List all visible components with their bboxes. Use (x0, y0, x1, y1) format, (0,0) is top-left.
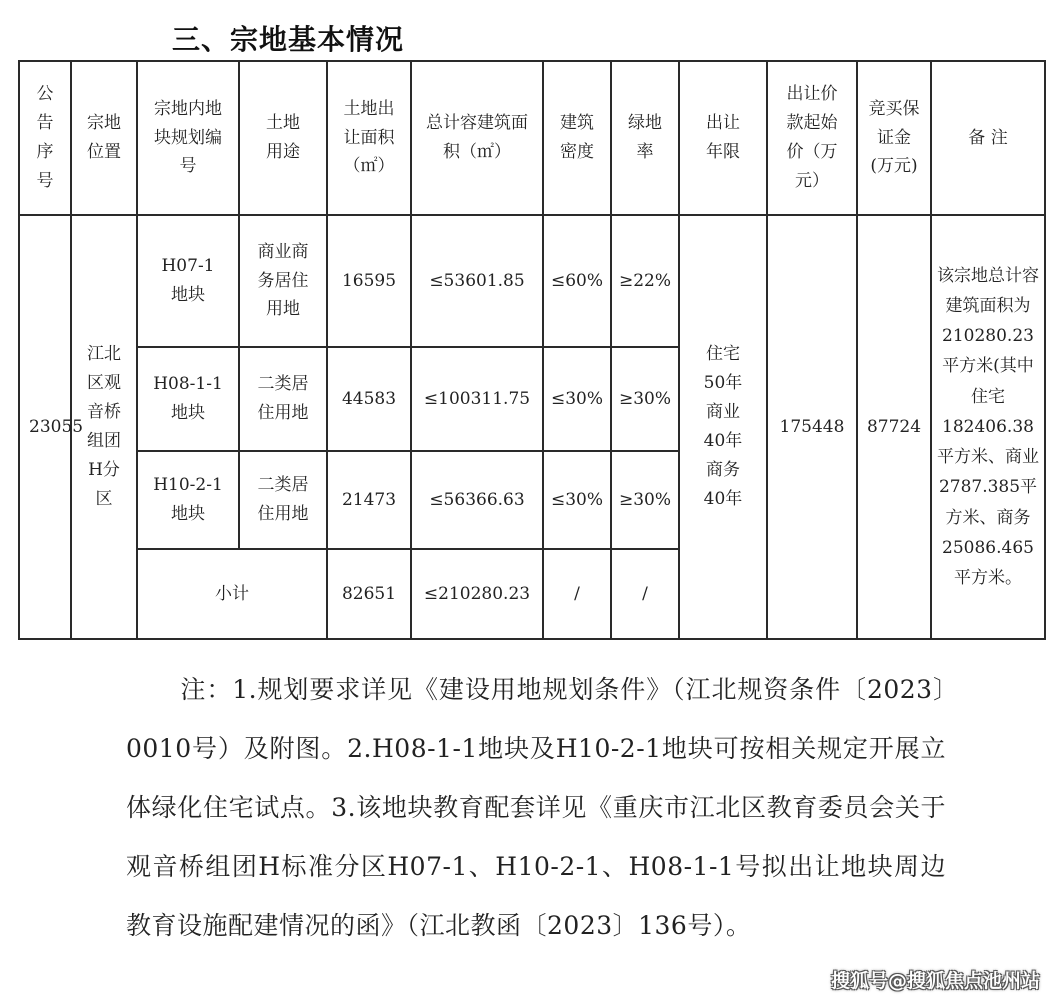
cell-floor-area: ≤56366.63 (411, 451, 543, 549)
cell-parcel-code: H07-1地块 (137, 215, 239, 347)
cell-location: 江北区观音桥组团H分区 (71, 215, 137, 639)
note-text: 注：1.规划要求详见《建设用地规划条件》（江北规资条件〔2023〕0010号）及附图。2.H08-1-1地块及H10-2-1地块可按相关规定开展立体绿化住宅试点。3.该地块教育配套详见《重庆市江北区教育委员会关于观音桥组团H标准分区H07-1、H10-2-1、H08-1-1号拟出让地块周边教育设施配建情况的函》（江北教函〔2023〕136号）。 (126, 675, 946, 940)
cell-land-use: 二类居住用地 (239, 347, 327, 451)
cell-notice-no: 23055 (19, 215, 71, 639)
note-paragraph (126, 660, 946, 955)
header-remark: 备 注 (931, 61, 1045, 215)
header-parcel-code: 宗地内地块规划编号 (137, 61, 239, 215)
header-start-price: 出让价款起始价（万元） (767, 61, 857, 215)
cell-green-rate: ≥22% (611, 215, 679, 347)
land-parcel-table (18, 60, 1046, 640)
cell-green-rate: ≥30% (611, 347, 679, 451)
cell-parcel-code: H08-1-1地块 (137, 347, 239, 451)
cell-subtotal-area: 82651 (327, 549, 411, 639)
cell-subtotal-floor-area: ≤210280.23 (411, 549, 543, 639)
cell-term: 住宅50年商业40年商务40年 (679, 215, 767, 639)
header-deposit: 竞买保证金(万元) (857, 61, 931, 215)
cell-density: ≤30% (543, 347, 611, 451)
cell-floor-area: ≤53601.85 (411, 215, 543, 347)
cell-floor-area: ≤100311.75 (411, 347, 543, 451)
header-density: 建筑密度 (543, 61, 611, 215)
cell-area: 44583 (327, 347, 411, 451)
section-title: 三、宗地基本情况 (172, 23, 405, 56)
cell-subtotal-label: 小计 (137, 549, 327, 639)
cell-deposit: 87724 (857, 215, 931, 639)
header-location: 宗地位置 (71, 61, 137, 215)
cell-density: ≤60% (543, 215, 611, 347)
header-area: 土地出让面积（㎡） (327, 61, 411, 215)
cell-area: 16595 (327, 215, 411, 347)
cell-land-use: 二类居住用地 (239, 451, 327, 549)
header-term: 出让年限 (679, 61, 767, 215)
cell-subtotal-density: / (543, 549, 611, 639)
header-green-rate: 绿地率 (611, 61, 679, 215)
cell-green-rate: ≥30% (611, 451, 679, 549)
cell-remark: 该宗地总计容建筑面积为210280.23平方米(其中住宅182406.38平方米、商业2787.385平方米、商务25086.465平方米。 (931, 215, 1045, 639)
header-land-use: 土地用途 (239, 61, 327, 215)
cell-parcel-code: H10-2-1地块 (137, 451, 239, 549)
cell-area: 21473 (327, 451, 411, 549)
cell-start-price: 175448 (767, 215, 857, 639)
cell-land-use: 商业商务居住用地 (239, 215, 327, 347)
table-row (19, 215, 1045, 347)
header-notice-no: 公告序号 (19, 61, 71, 215)
cell-density: ≤30% (543, 451, 611, 549)
watermark: 搜狐号@搜狐焦点池州站 (830, 970, 1040, 992)
cell-subtotal-green-rate: / (611, 549, 679, 639)
header-floor-area: 总计容建筑面积（㎡） (411, 61, 543, 215)
table-header-row (19, 61, 1045, 215)
